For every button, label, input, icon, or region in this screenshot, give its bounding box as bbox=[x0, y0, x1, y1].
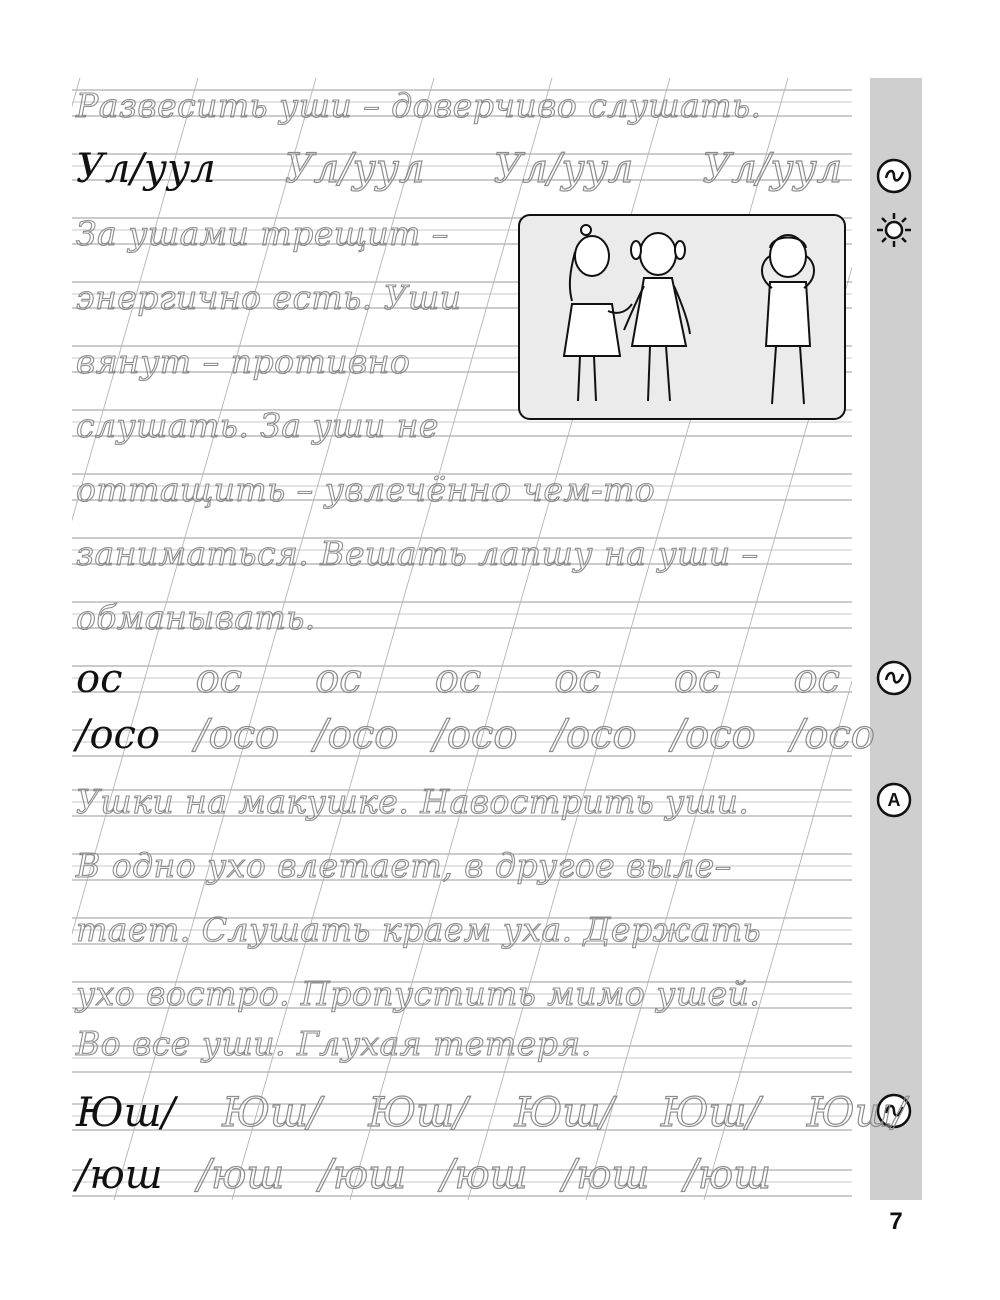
page-number: 7 bbox=[889, 1208, 903, 1235]
copy-line: Ушки на макушке. Навострить уши. bbox=[76, 782, 750, 821]
trace-letter: /осо bbox=[314, 712, 399, 758]
trace-letter: /юш bbox=[684, 1152, 772, 1198]
trace-letter: /юш bbox=[197, 1152, 285, 1198]
trace-letter: /юш bbox=[441, 1152, 528, 1198]
copy-line: Развесить уши – доверчиво слушать. bbox=[76, 86, 762, 125]
copy-line: заниматься. Вешать лапшу на уши – bbox=[76, 534, 759, 573]
trace-letter: Юш/ bbox=[222, 1090, 322, 1136]
letter-pattern-row bbox=[76, 146, 906, 192]
sample-letter: ос bbox=[76, 656, 123, 702]
letter-a-label: А bbox=[887, 789, 901, 810]
trace-letter: Юш/ bbox=[368, 1090, 468, 1136]
copy-line: обманывать. bbox=[76, 598, 316, 637]
trace-letter: /юш bbox=[562, 1152, 650, 1198]
sample-letter: /осо bbox=[76, 712, 161, 758]
trace-letter: Ул/уул bbox=[493, 146, 634, 192]
trace-letter: /осо bbox=[195, 712, 280, 758]
trace-letter: ос bbox=[434, 656, 482, 702]
copy-line: слушать. За уши не bbox=[76, 406, 439, 445]
copy-line: ухо востро. Пропустить мимо ушей. bbox=[76, 974, 761, 1013]
pen-stroke-icon bbox=[876, 660, 912, 696]
trace-letter: /осо bbox=[790, 712, 875, 758]
letter-a-icon bbox=[876, 782, 912, 818]
trace-letter: Ул/уул bbox=[702, 146, 843, 192]
trace-letter: ос bbox=[315, 656, 362, 702]
trace-letter: /осо bbox=[552, 712, 637, 758]
letter-pattern-row bbox=[76, 1090, 906, 1136]
copy-line: энергично есть. Уши bbox=[76, 278, 462, 317]
copy-line: тает. Слушать краем уха. Держать bbox=[76, 910, 762, 949]
copy-line: оттащить – увлечённо чем-то bbox=[76, 470, 656, 509]
copy-line: Во все уши. Глухая тетеря. bbox=[76, 1024, 592, 1063]
trace-letter: Ул/уул bbox=[284, 146, 425, 192]
trace-letter: Юш/ bbox=[514, 1090, 614, 1136]
sample-letter: Юш/ bbox=[76, 1090, 176, 1136]
children-talking-illustration bbox=[518, 214, 846, 420]
copy-line: За ушами трещит – bbox=[76, 214, 449, 253]
margin-mask bbox=[0, 0, 72, 1300]
trace-letter: ос bbox=[195, 656, 243, 702]
trace-letter: ос bbox=[793, 656, 840, 702]
trace-letter: /осо bbox=[433, 712, 518, 758]
trace-letter: /юш bbox=[319, 1152, 406, 1198]
copy-line: вянут – противно bbox=[76, 342, 411, 381]
letter-pattern-row bbox=[76, 712, 875, 758]
letter-pattern-row bbox=[76, 1152, 771, 1198]
letter-pattern-row bbox=[76, 656, 840, 702]
trace-letter: Юш/ bbox=[807, 1090, 907, 1136]
trace-letter: /осо bbox=[671, 712, 756, 758]
copy-line: В одно ухо влетает, в другое выле– bbox=[76, 846, 732, 885]
sample-letter: /юш bbox=[76, 1152, 163, 1198]
sample-letter: Ул/уул bbox=[76, 146, 216, 192]
trace-letter: ос bbox=[554, 656, 601, 702]
trace-letter: Юш/ bbox=[660, 1090, 760, 1136]
sun-icon bbox=[876, 212, 912, 248]
trace-letter: ос bbox=[673, 656, 721, 702]
